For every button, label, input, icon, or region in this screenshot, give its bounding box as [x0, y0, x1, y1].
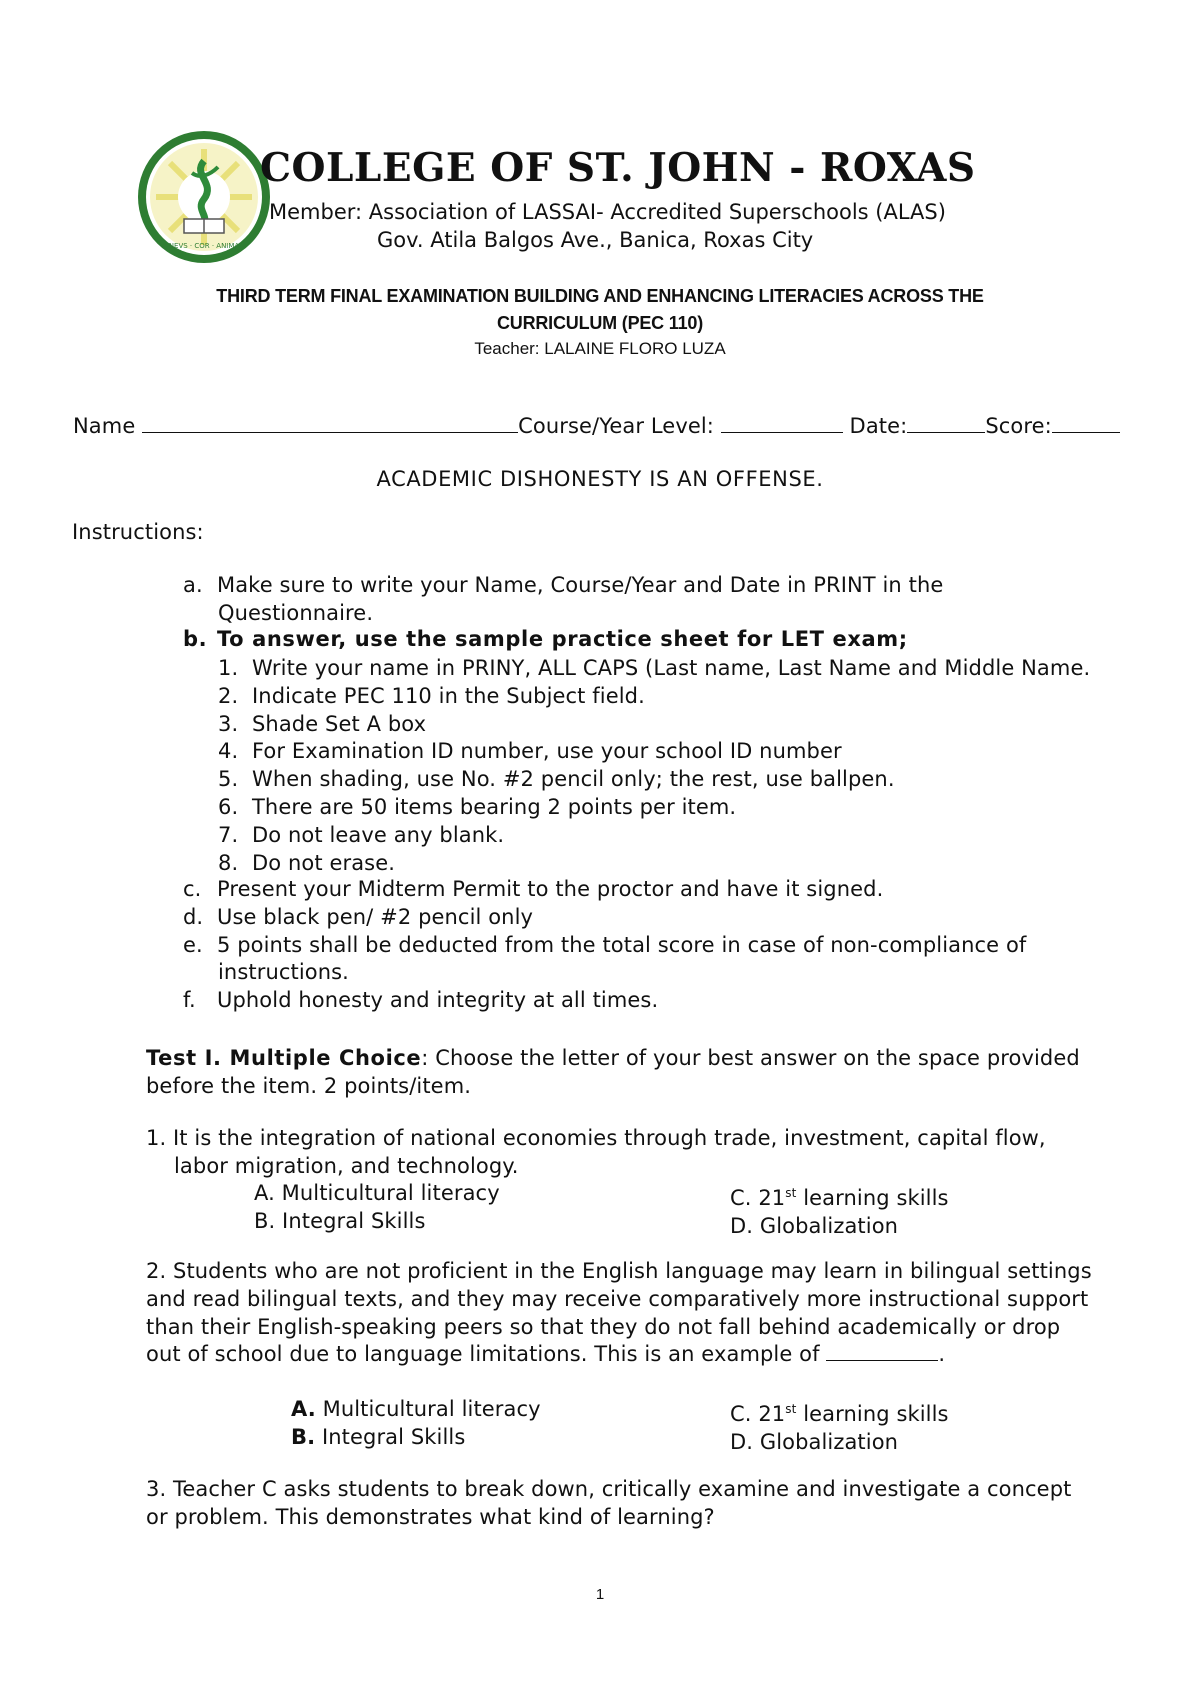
list-item: [218, 766, 1090, 794]
course-field[interactable]: [721, 414, 843, 433]
date-field[interactable]: [907, 414, 985, 433]
instruction-a-text-1: Make sure to write your Name, Course/Year and Date in PRINT in the: [217, 573, 944, 597]
list-item: [218, 711, 1090, 739]
college-seal-icon: [134, 127, 274, 267]
teacher-name: LALAINE FLORO LUZA: [544, 339, 726, 358]
instruction-d-text: Use black pen/ #2 pencil only: [217, 904, 534, 929]
instruction-c-text: Present your Midterm Permit to the proctor and have it signed.: [217, 877, 884, 901]
date-label: Date:: [849, 414, 908, 438]
list-item: [218, 822, 1090, 850]
question-2-text-2: and read bilingual texts, and they may receive comparatively more instructional support: [146, 1286, 1089, 1311]
q2-option-a[interactable]: [291, 1396, 541, 1424]
q1-option-c-sup: st: [785, 1186, 797, 1200]
q2-option-c[interactable]: [730, 1396, 949, 1429]
list-item-number: 2.: [218, 683, 239, 708]
q1-option-c-post: learning skills: [796, 1186, 949, 1210]
answer-blank[interactable]: [826, 1342, 938, 1361]
list-item-number: 6.: [218, 794, 239, 819]
page-number: 1: [595, 1586, 605, 1603]
q1-option-d[interactable]: D. Globalization: [730, 1213, 899, 1238]
instruction-f-marker: f.: [183, 988, 196, 1013]
q2-option-c-pre: C. 21: [730, 1402, 786, 1426]
score-label: Score:: [985, 414, 1052, 438]
list-item-number: 4.: [218, 739, 239, 764]
list-item-text: Do not leave any blank.: [252, 822, 505, 847]
question-2: 2. Students who are not proficient in the English language may learn in bilingual settings and read bilingual texts, and they may receive comparatively more instructional support than their English-speaking peers so that they do not fall behind academically or drop out of school due to language limitations. This is an example of .: [146, 1259, 1092, 1367]
list-item-number: 1.: [218, 656, 239, 680]
q2-option-b[interactable]: [291, 1424, 541, 1452]
instruction-b-text: To answer, use the sample practice sheet for LET exam;: [217, 627, 908, 651]
question-2-options-right: [730, 1396, 949, 1456]
teacher-line: [0, 339, 1200, 359]
list-item: [218, 655, 1090, 683]
instruction-e-marker: e.: [183, 932, 203, 957]
list-item-text: There are 50 items bearing 2 points per item.: [252, 794, 737, 819]
logo-motto: NEVS · COR · ANIMA: [168, 242, 240, 250]
list-item-text: Shade Set A box: [252, 711, 427, 736]
instruction-b-subitems: [218, 655, 1090, 877]
list-item: [218, 794, 1090, 822]
instruction-a: [183, 571, 943, 627]
test1-text-1: : Choose the letter of your best answer on the space provided: [421, 1046, 1080, 1070]
list-item-text: For Examination ID number, use your school ID number: [252, 739, 842, 764]
list-item-number: 3.: [218, 711, 239, 736]
q2-option-d[interactable]: D. Globalization: [730, 1429, 899, 1454]
list-item-text: Do not erase.: [252, 850, 396, 875]
question-1-options-left: [254, 1180, 500, 1235]
q1-option-c-pre: C. 21: [730, 1186, 786, 1210]
teacher-label: Teacher:: [474, 339, 540, 358]
academic-dishonesty-warning: ACADEMIC DISHONESTY IS AN OFFENSE.: [376, 467, 824, 491]
score-field[interactable]: [1052, 414, 1120, 433]
test1-instructions: [146, 1044, 1080, 1100]
question-3-text-2: or problem. This demonstrates what kind of learning?: [146, 1504, 715, 1529]
instructions-heading: Instructions:: [72, 520, 204, 544]
instruction-c-marker: c.: [183, 877, 202, 901]
list-item: [218, 738, 1090, 766]
question-1-text-1: 1. It is the integration of national economies through trade, investment, capital flow,: [146, 1126, 1046, 1150]
q1-option-c[interactable]: [730, 1180, 949, 1213]
list-item: [218, 683, 1090, 711]
question-2-text-3: than their English-speaking peers so that they do not fall behind academically or drop: [146, 1314, 1061, 1339]
list-item-number: 8.: [218, 850, 239, 875]
q2-option-b-marker: B.: [291, 1424, 316, 1449]
question-1: [146, 1124, 1046, 1180]
name-field[interactable]: [142, 414, 518, 433]
test1-text-2: before the item. 2 points/item.: [146, 1074, 472, 1098]
question-3-text-1: 3. Teacher C asks students to break down, critically examine and investigate a concept: [146, 1477, 1072, 1501]
instruction-e: [183, 932, 1026, 960]
q1-option-b[interactable]: B. Integral Skills: [254, 1208, 426, 1233]
exam-title-line2: CURRICULUM (PEC 110): [496, 313, 704, 333]
instruction-f: [183, 987, 1026, 1015]
q2-option-c-sup: st: [785, 1402, 797, 1416]
q2-option-a-marker: A.: [291, 1397, 316, 1421]
instruction-b: [183, 627, 908, 651]
member-line: Member: Association of LASSAI- Accredited Superschools (ALAS): [269, 200, 946, 224]
list-item-number: 7.: [218, 822, 239, 847]
instruction-a-marker: a.: [183, 573, 203, 597]
instruction-a-text-2: Questionnaire.: [218, 601, 374, 625]
exam-title-line1: THIRD TERM FINAL EXAMINATION BUILDING AND ENHANCING LITERACIES ACROSS THE: [216, 286, 984, 306]
q1-option-a[interactable]: A. Multicultural literacy: [254, 1181, 500, 1205]
address-line: Gov. Atila Balgos Ave., Banica, Roxas City: [377, 228, 814, 252]
question-2-text-4: out of school due to language limitations. This is an example of: [146, 1342, 820, 1367]
q2-option-a-text: Multicultural literacy: [315, 1397, 541, 1421]
list-item-text: When shading, use No. #2 pencil only; the rest, use ballpen.: [252, 767, 895, 792]
question-2-options-left: [291, 1396, 541, 1451]
instruction-e-text-1: 5 points shall be deducted from the total score in case of non-compliance of: [217, 932, 1027, 957]
college-logo: [134, 127, 274, 267]
name-label: Name: [73, 414, 136, 438]
question-1-options-right: [730, 1180, 949, 1240]
list-item-text: Write your name in PRINY, ALL CAPS (Last name, Last Name and Middle Name.: [252, 656, 1091, 680]
instruction-d-marker: d.: [183, 904, 204, 929]
q2-option-b-text: Integral Skills: [315, 1424, 466, 1449]
list-item-number: 5.: [218, 767, 239, 792]
instruction-b-marker: b.: [183, 627, 208, 651]
question-2-text-1: 2. Students who are not proficient in the English language may learn in bilingual settings: [146, 1259, 1092, 1283]
college-name: COLLEGE OF ST. JOHN - ROXAS: [260, 145, 976, 191]
instruction-e-text-2: instructions.: [218, 960, 349, 985]
instruction-f-text: Uphold honesty and integrity at all times.: [217, 988, 659, 1013]
instruction-c: [183, 876, 1026, 904]
test1-label: Test I. Multiple Choice: [146, 1046, 422, 1070]
q2-option-c-post: learning skills: [796, 1402, 949, 1426]
course-label: Course/Year Level:: [518, 414, 714, 438]
question-3: [146, 1476, 1071, 1532]
question-1-text-2: labor migration, and technology.: [174, 1154, 519, 1178]
instructions-c-to-f: [183, 876, 1026, 1015]
instruction-d: [183, 904, 1026, 932]
student-form-line: [73, 414, 1120, 438]
list-item-text: Indicate PEC 110 in the Subject field.: [252, 683, 645, 708]
list-item: [218, 850, 1090, 878]
